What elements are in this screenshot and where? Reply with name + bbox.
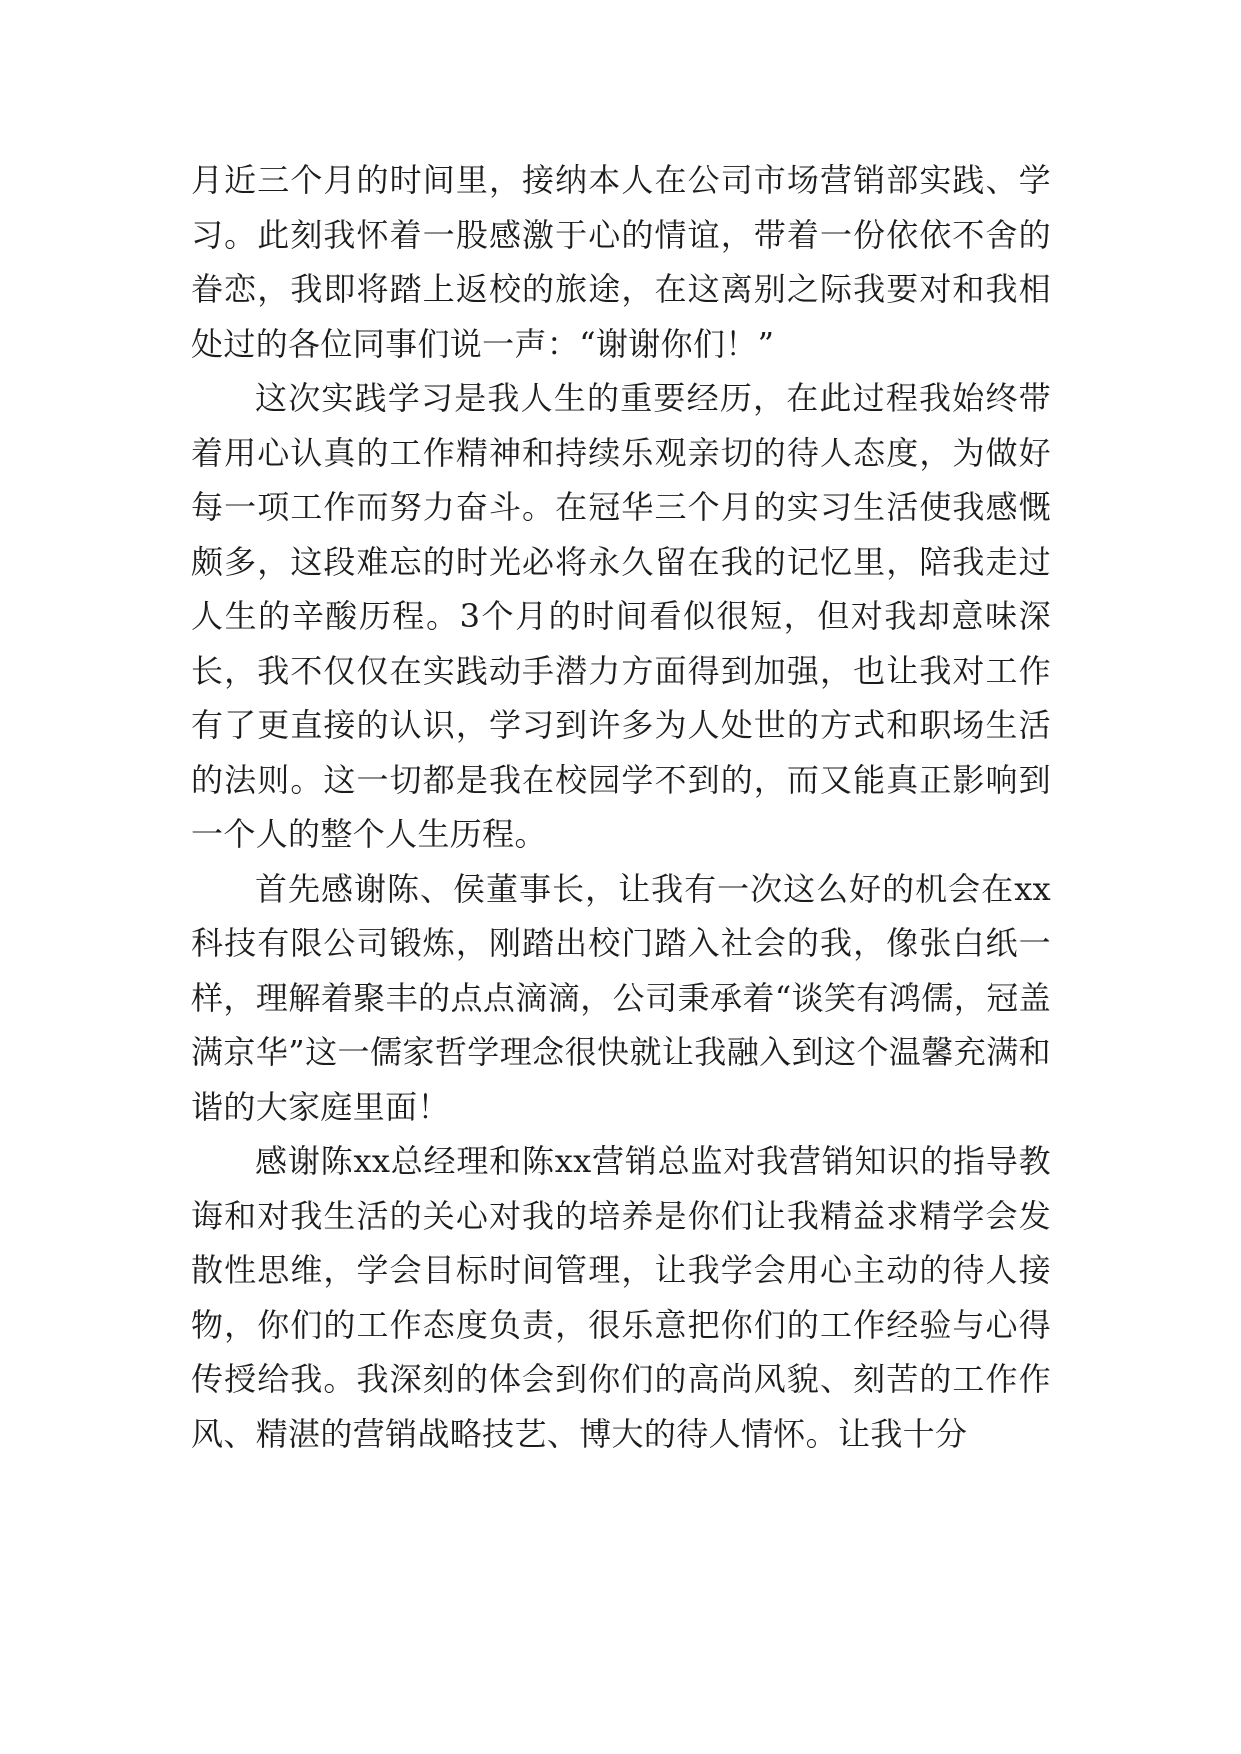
document-body [191, 153, 1051, 1461]
paragraph-thanks-chairman: 首先感谢陈、侯董事长，让我有一次这么好的机会在xx科技有限公司锻炼，刚踏出校门踏入社会的我，像张白纸一样，理解着聚丰的点点滴滴，公司秉承着“谈笑有鸿儒，冠盖满京华”这一儒家哲学理念很快就让我融入到这个温馨充满和谐的大家庭里面！ [191, 869, 1051, 1126]
paragraph-continuation: 月近三个月的时间里，接纳本人在公司市场营销部实践、学习。此刻我怀着一股感激于心的情谊，带着一份依依不舍的眷恋，我即将踏上返校的旅途，在这离别之际我要对和我相处过的各位同事们说一声：“谢谢你们！” [191, 161, 1051, 363]
paragraph-practice-experience: 这次实践学习是我人生的重要经历，在此过程我始终带着用心认真的工作精神和持续乐观亲切的待人态度，为做好每一项工作而努力奋斗。在冠华三个月的实习生活使我感慨颇多，这段难忘的时光必将永久留在我的记忆里，陪我走过人生的辛酸历程。3个月的时间看似很短，但对我却意味深长，我不仅仅在实践动手潜力方面得到加强，也让我对工作有了更直接的认识，学习到许多为人处世的方式和职场生活的法则。这一切都是我在校园学不到的，而又能真正影响到一个人的整个人生历程。 [191, 379, 1051, 853]
paragraph-thanks-managers: 感谢陈xx总经理和陈xx营销总监对我营销知识的指导教诲和对我生活的关心对我的培养是你们让我精益求精学会发散性思维，学会目标时间管理，让我学会用心主动的待人接物，你们的工作态度负责，很乐意把你们的工作经验与心得传授给我。我深刻的体会到你们的高尚风貌、刻苦的工作作风、精湛的营销战略技艺、博大的待人情怀。让我十分 [191, 1142, 1051, 1453]
